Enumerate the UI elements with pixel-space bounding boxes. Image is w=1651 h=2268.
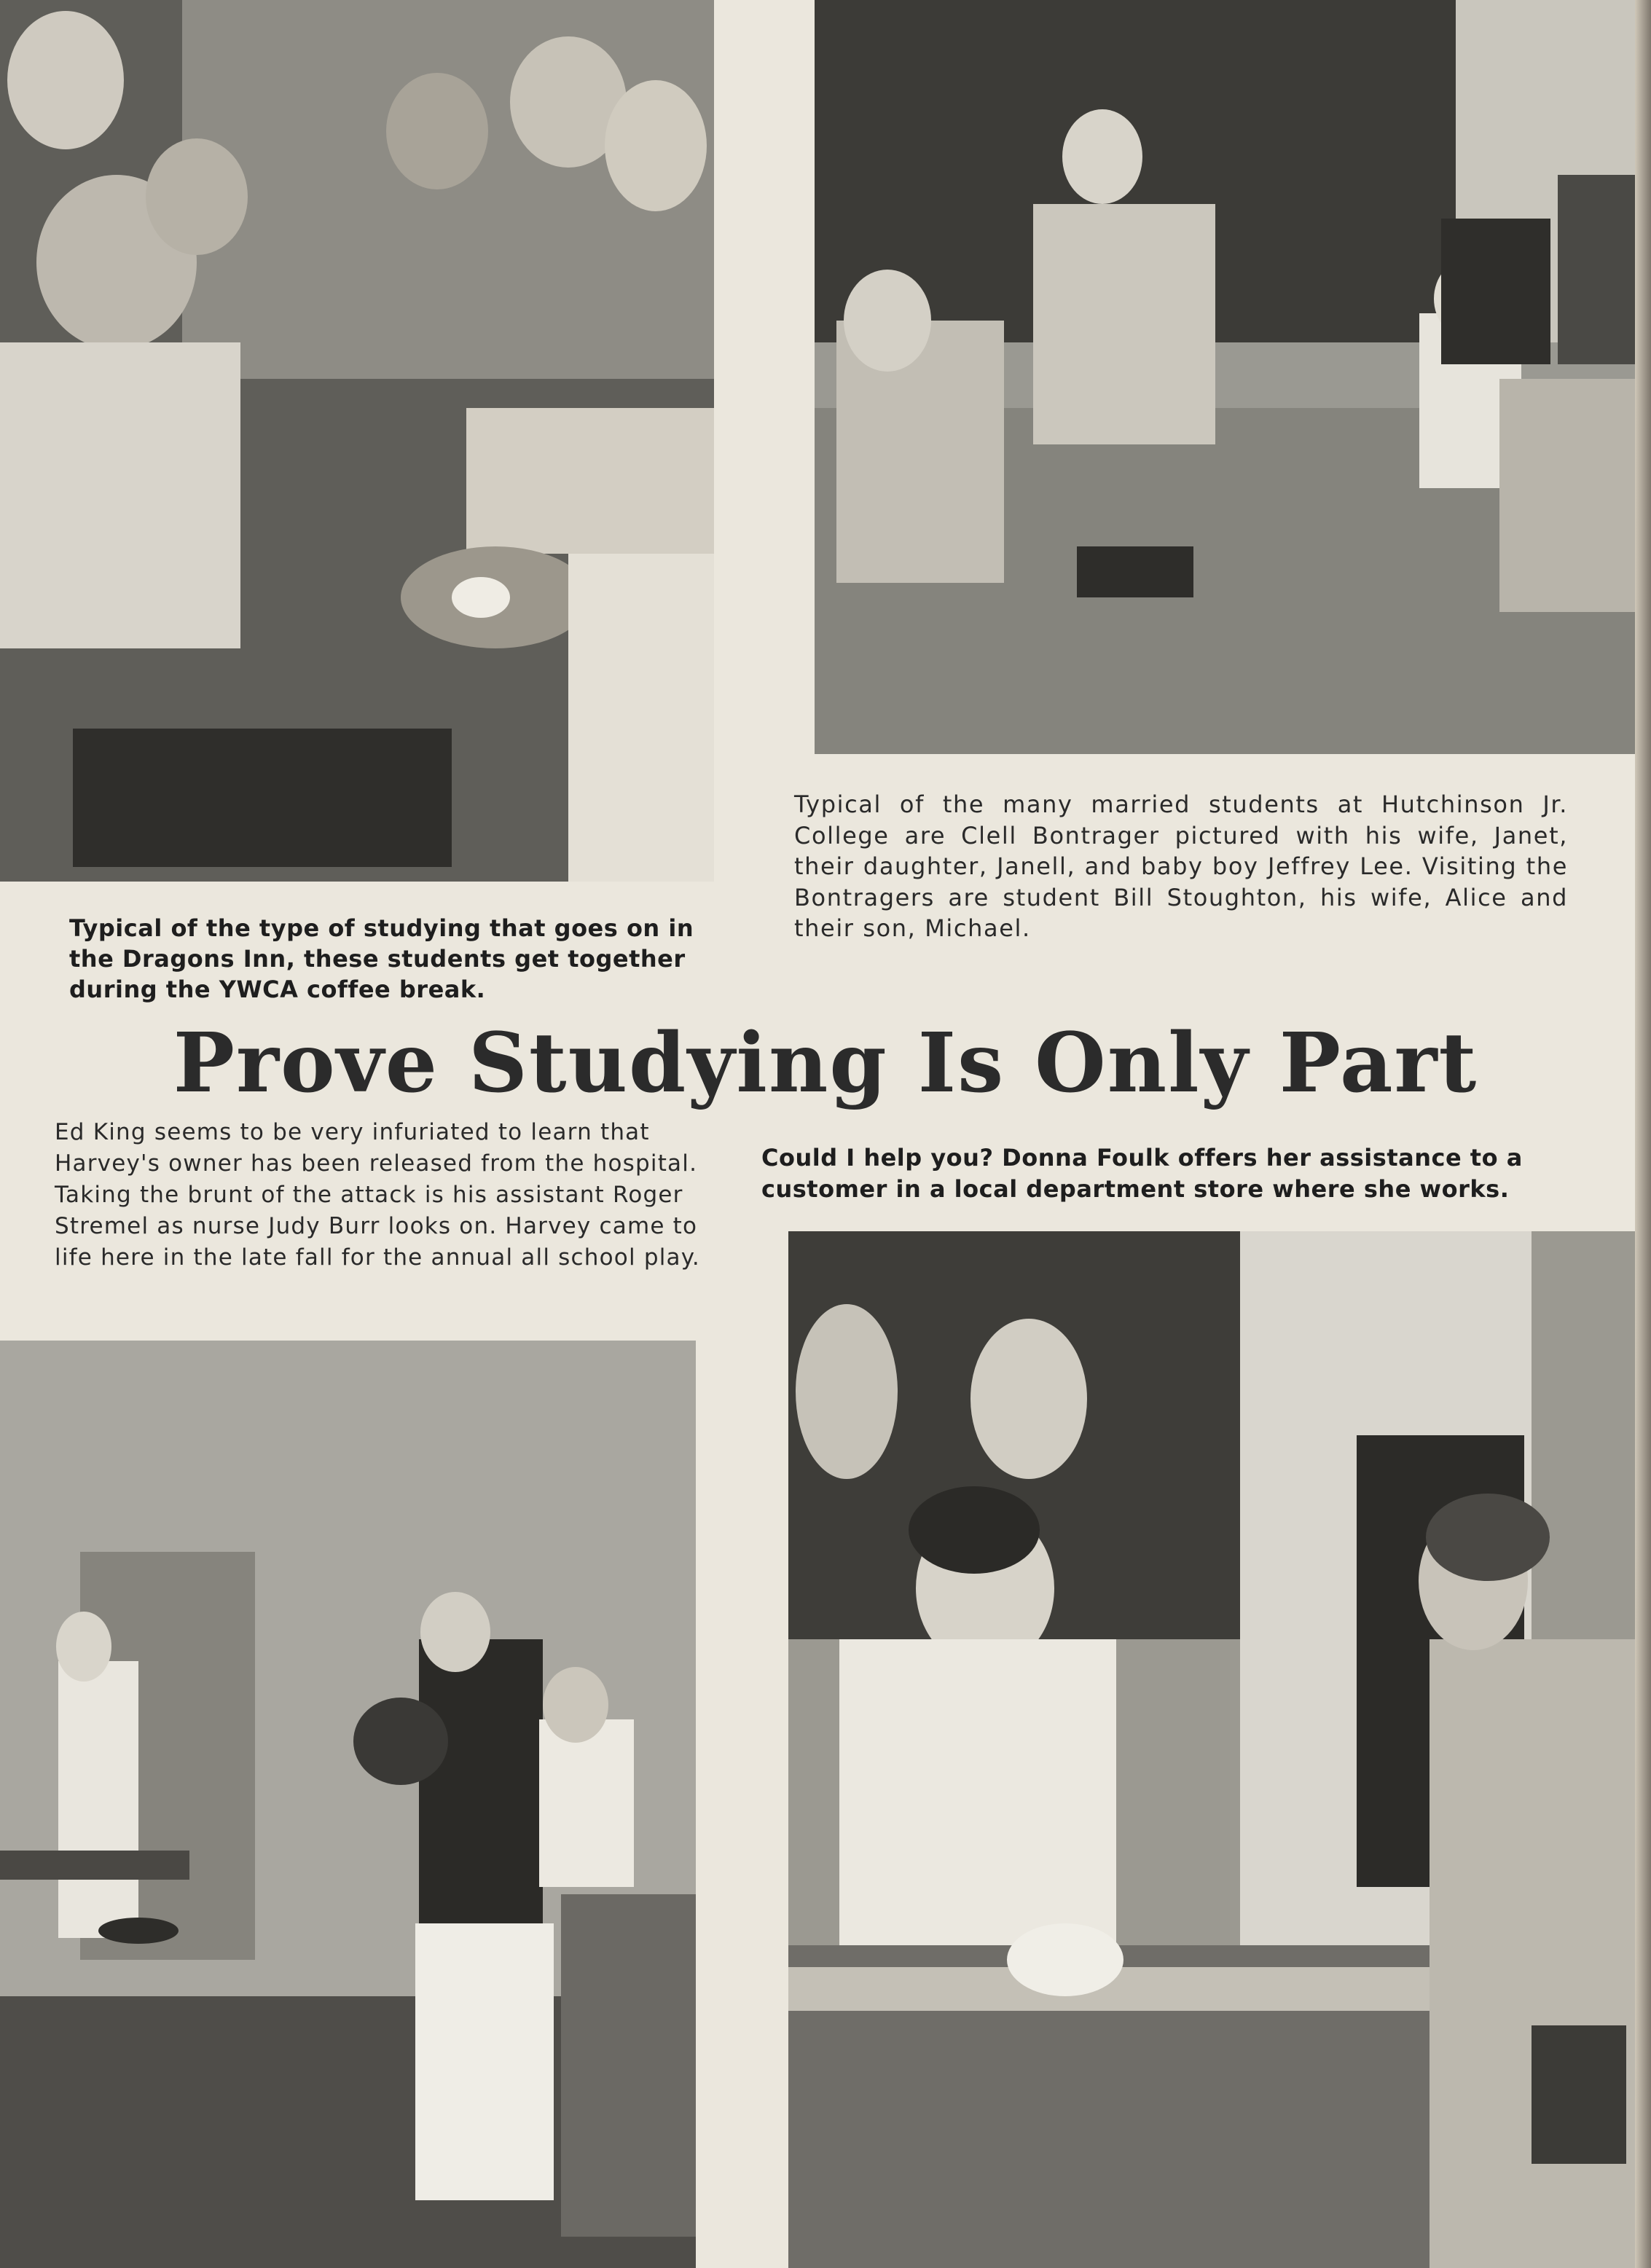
photo-dragons-inn-students	[0, 0, 714, 882]
photo-bontrager-family	[815, 0, 1651, 754]
caption-dragons-inn: Typical of the type of studying that goes on in the Dragons Inn, these students get together during the YWCA coffee break.	[69, 914, 694, 1003]
photo-harvey-play	[0, 1341, 696, 2268]
photo-department-store	[788, 1231, 1651, 2268]
page-gutter-shadow	[1635, 0, 1651, 2268]
page-headline: Prove Studying Is Only Part	[173, 1016, 1478, 1111]
caption-department-store: Could I help you? Donna Foulk offers her assistance to a customer in a local department store where she works.	[761, 1144, 1523, 1203]
caption-married-students: Typical of the many married students at Hutchinson Jr. College are Clell Bontrager pictured with his wife, Janet, their daughter, Janell, and baby boy Jeffrey Lee. Visiting the Bontragers are student Bill Stoughton, his wife, Alice and their son, Michael.	[794, 790, 1568, 942]
caption-harvey-play: Ed King seems to be very infuriated to learn that Harvey's owner has been released from the hospital. Taking the brunt of the attack is his assistant Roger Stremel as nurse Judy Burr looks on. Harvey came to life here in the late fall for the annual all school play.	[55, 1119, 700, 1271]
